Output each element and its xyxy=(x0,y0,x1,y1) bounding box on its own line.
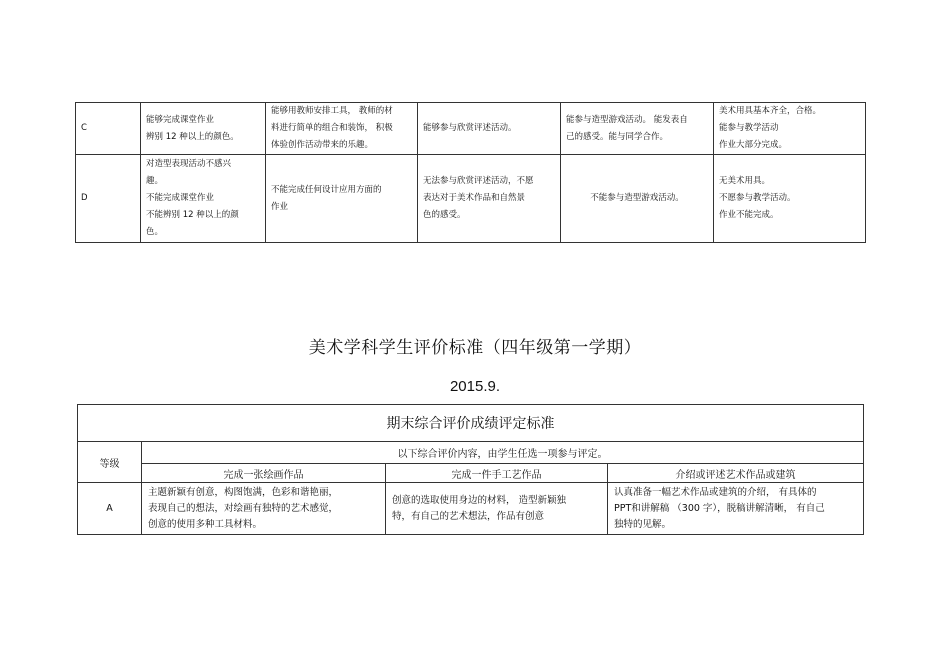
instruction-text: 以下综合评价内容，由学生任选一项参与评定。 xyxy=(142,442,864,464)
cell-line: 辨别 12 种以上的颜色。 xyxy=(146,131,239,142)
cell-line: 能够参与欣赏评述活动。 xyxy=(423,123,517,133)
cell-line: 色。 xyxy=(146,227,164,237)
cell-line: 创意的使用多种工具材料。 xyxy=(148,518,263,530)
table-cell xyxy=(561,155,714,243)
table-cell xyxy=(418,155,561,243)
table-cell xyxy=(142,483,386,535)
cell-line: 料进行简单的组合和装饰， 积极 xyxy=(271,123,393,133)
cell-line: 对造型表现活动不感兴 xyxy=(146,159,232,169)
cell-line: 趣。 xyxy=(146,176,164,186)
grade-cell: D xyxy=(76,155,141,243)
cell-line: 表达对于美术作品和自然景 xyxy=(423,193,526,203)
cell-line: 不能参与造型游戏活动。 xyxy=(590,193,684,203)
date-label: 2015.9. xyxy=(449,378,501,395)
table-caption: 期末综合评价成绩评定标准 xyxy=(78,405,864,442)
grade-cell: A xyxy=(78,483,142,535)
cell-line: 体验创作活动带来的乐趣。 xyxy=(271,140,374,150)
cell-line: 不能辨别 12 种以上的颜 xyxy=(146,210,239,220)
table-cell xyxy=(561,103,714,155)
table-cell xyxy=(714,155,866,243)
cell-line: 表现自己的想法，对绘画有独特的艺术感觉， xyxy=(148,502,339,514)
column-header: 介绍或评述艺术作品或建筑 xyxy=(608,464,864,483)
cell-line: 能参与教学活动 xyxy=(719,123,779,133)
table-cell xyxy=(608,483,864,535)
column-header: 完成一张绘画作品 xyxy=(142,464,386,483)
cell-line: 创意的选取使用身边的材料， 造型新颖独 xyxy=(392,494,567,506)
table-cell xyxy=(141,155,266,243)
grade-header: 等级 xyxy=(78,442,142,483)
cell-line: 不愿参与教学活动。 xyxy=(719,193,796,203)
cell-line: 无美术用具。 xyxy=(719,176,771,186)
grade-criteria-table-continued xyxy=(75,102,866,243)
cell-line: 独特的见解。 xyxy=(614,518,672,530)
cell-line: 己的感受。能与同学合作。 xyxy=(566,131,669,142)
cell-line: 能参与造型游戏活动。 能发表自 xyxy=(566,114,688,125)
cell-line: PPT和讲解稿 （300 字），脱稿讲解清晰， 有自己 xyxy=(614,502,825,514)
cell-line: 主题新颖有创意，构图饱满，色彩和谐艳丽， xyxy=(148,486,339,498)
grade-cell: C xyxy=(76,103,141,155)
table-cell xyxy=(386,483,608,535)
cell-line: 作业大部分完成。 xyxy=(719,140,788,150)
table-cell xyxy=(141,103,266,155)
cell-line: 特，有自己的艺术想法，作品有创意 xyxy=(392,510,545,522)
table-row xyxy=(76,155,866,243)
table-row xyxy=(78,483,864,535)
table-row xyxy=(76,103,866,155)
cell-line: 无法参与欣赏评述活动，不愿 xyxy=(423,176,534,186)
page-title: 美术学科学生评价标准（四年级第一学期） xyxy=(308,338,642,358)
cell-line: 作业不能完成。 xyxy=(719,210,779,220)
table-cell xyxy=(418,103,561,155)
cell-line: 能够用教师安排工具， 教师的材 xyxy=(271,106,393,116)
cell-line: 能够完成课堂作业 xyxy=(146,114,215,125)
cell-line: 美术用具基本齐全，合格。 xyxy=(719,106,822,116)
column-header: 完成一件手工艺作品 xyxy=(386,464,608,483)
final-evaluation-table xyxy=(77,404,864,535)
table-cell xyxy=(266,155,418,243)
table-cell xyxy=(266,103,418,155)
cell-line: 色的感受。 xyxy=(423,210,466,220)
table-cell xyxy=(714,103,866,155)
cell-line: 认真准备一幅艺术作品或建筑的介绍， 有具体的 xyxy=(614,486,817,498)
cell-line: 不能完成课堂作业 xyxy=(146,193,215,203)
cell-line: 作业 xyxy=(271,201,289,212)
cell-line: 不能完成任何设计应用方面的 xyxy=(271,184,382,195)
